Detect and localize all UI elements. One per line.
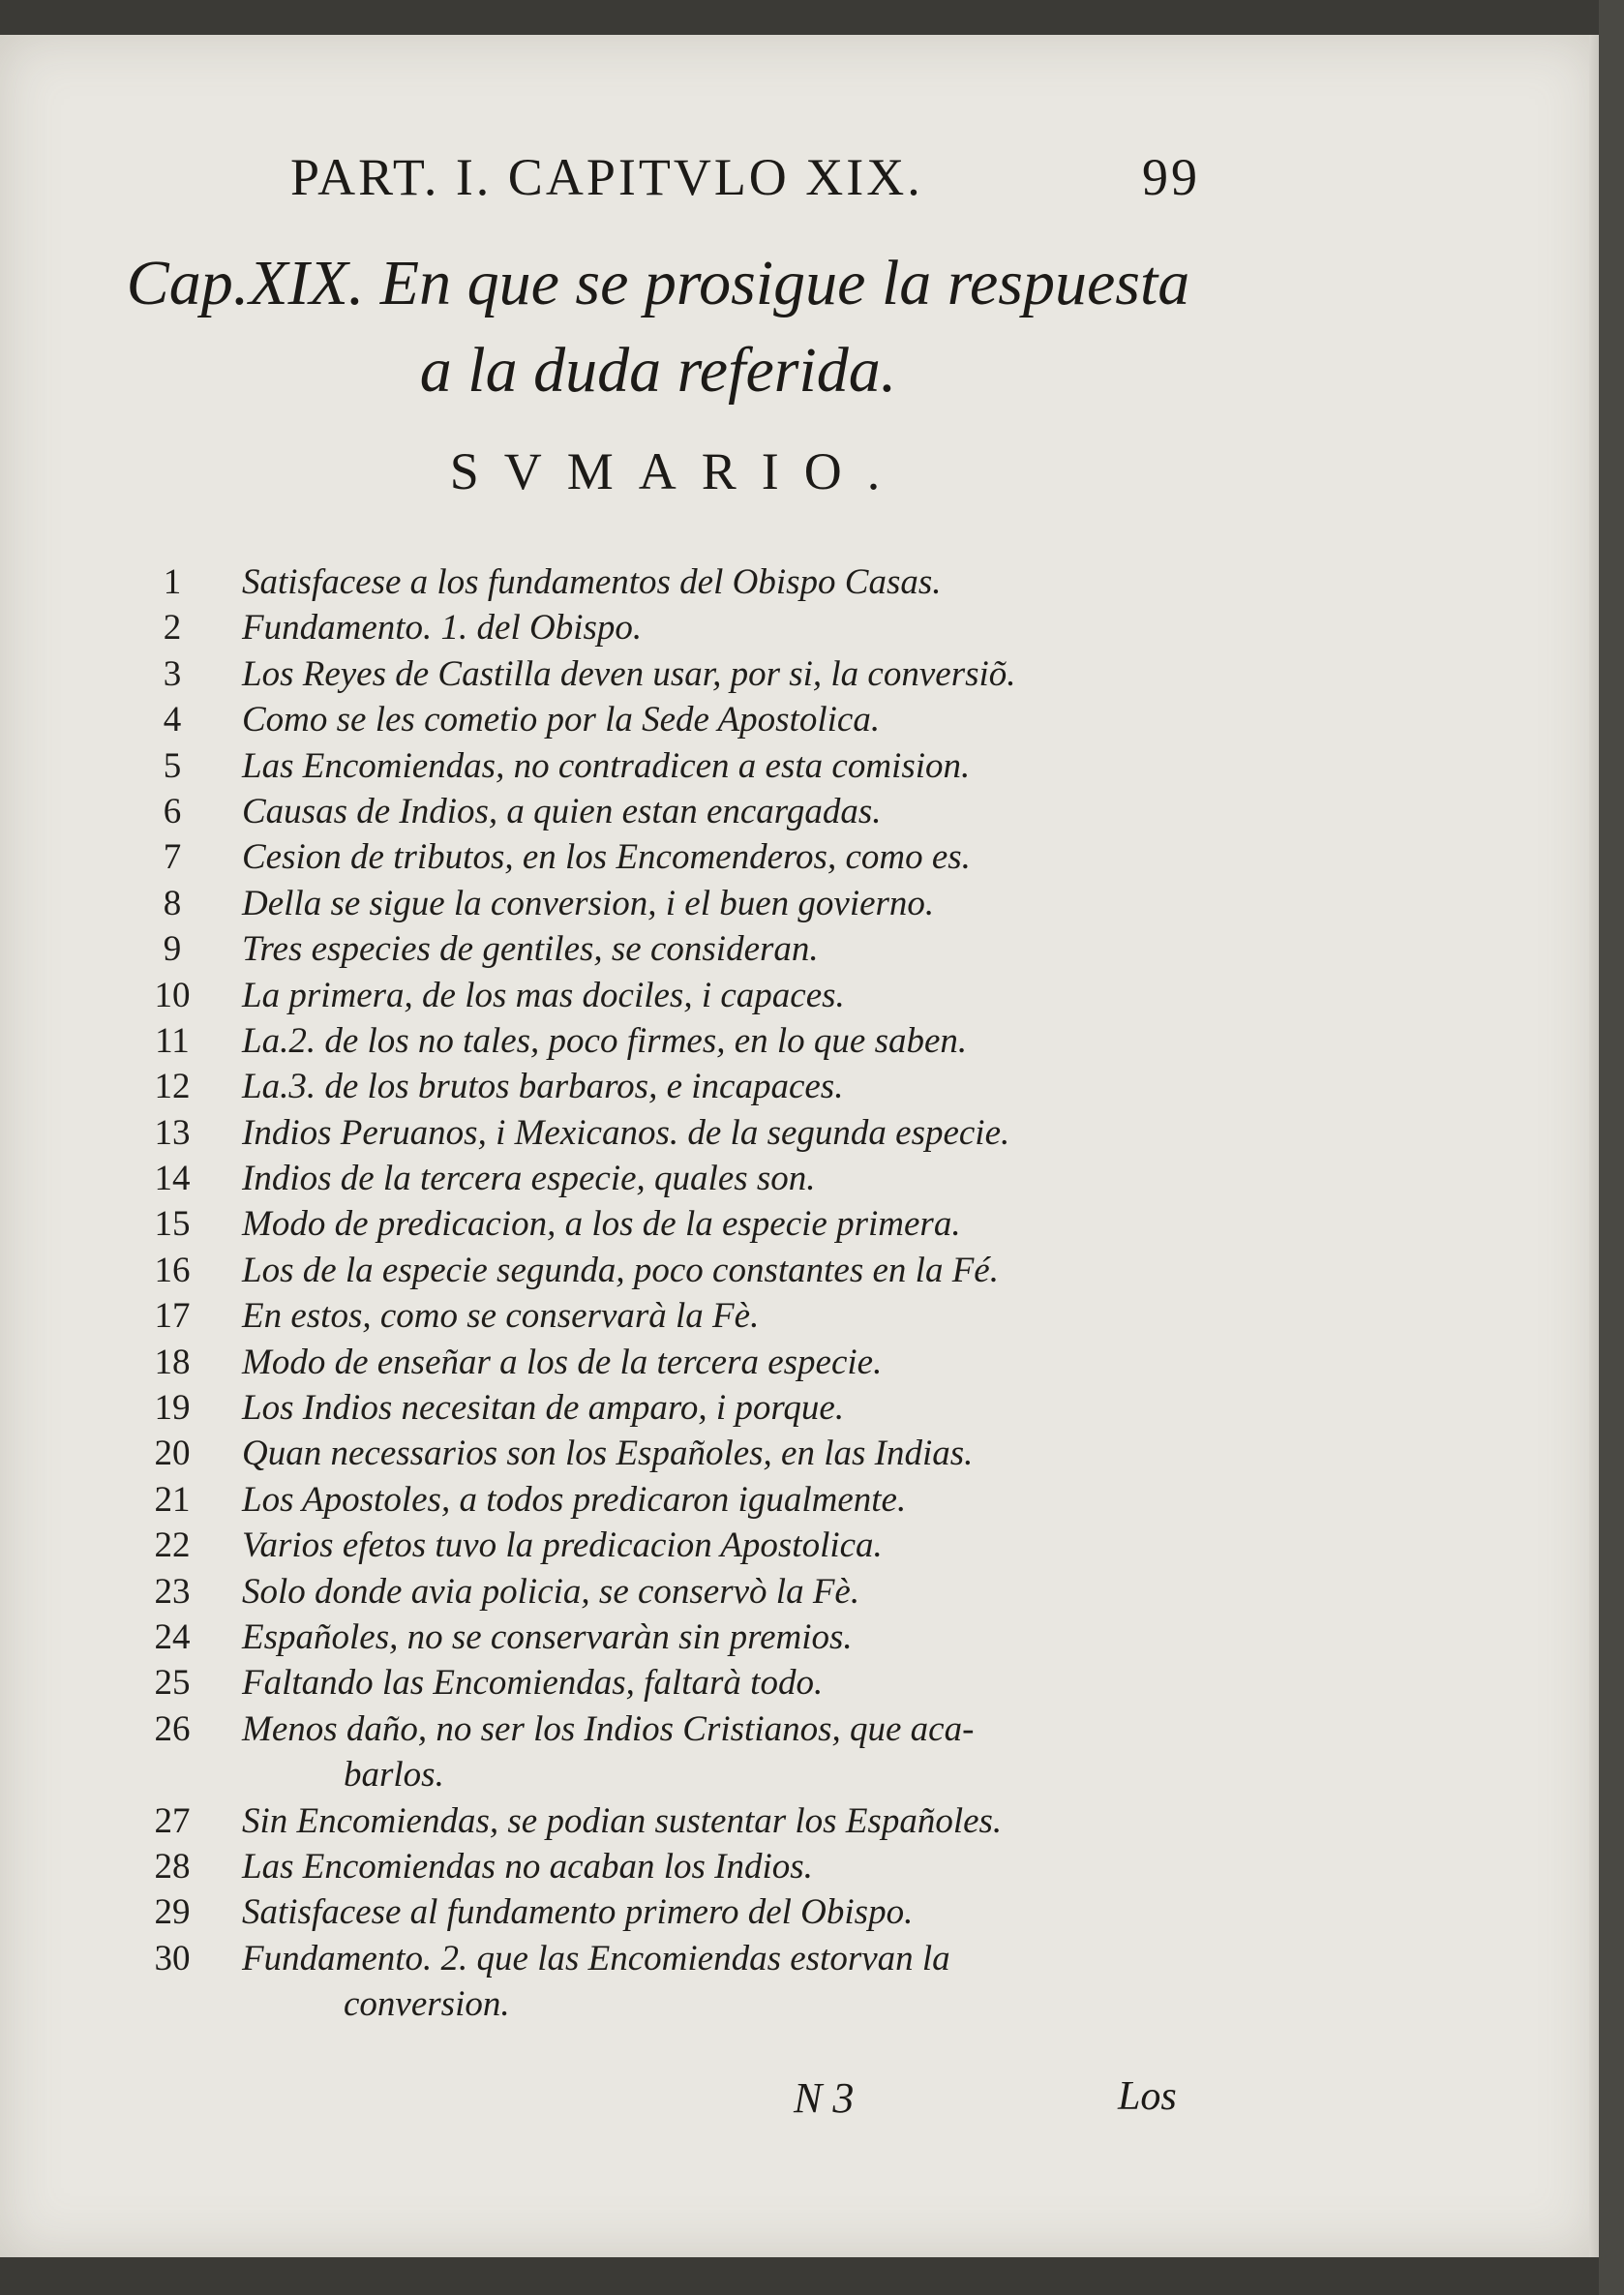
summary-entry [135,697,1219,742]
summary-entry [135,1431,1219,1476]
signature-mark: N 3 [794,2074,855,2122]
summary-entry [135,1844,1219,1889]
entry-text: Indios Peruanos, i Mexicanos. de la segunda especie. [242,1112,1010,1153]
summary-entry [135,1248,1219,1293]
entry-number: 27 [154,1800,191,1841]
entry-text: Los de la especie segunda, poco constantes en la Fé. [242,1250,999,1290]
entry-number: 7 [163,837,182,878]
summary-entry [135,1018,1219,1064]
entry-number: 25 [154,1663,191,1704]
summary-list [135,559,1219,2028]
summary-entry [135,1706,1219,1798]
summary-entry [135,1523,1219,1568]
entry-number: 10 [154,975,191,1015]
summary-entry [135,559,1219,605]
entry-number: 15 [154,1204,191,1245]
section-heading: SVMARIO. [449,442,906,500]
entry-number: 21 [154,1479,191,1520]
entry-number: 19 [154,1388,191,1429]
entry-text: Sin Encomiendas, se podian sustentar los Españoles. [242,1800,1003,1841]
summary-entry [135,926,1219,972]
entry-number: 13 [154,1112,191,1153]
entry-text: Menos daño, no ser los Indios Cristianos, que aca- [242,1708,975,1749]
entry-text: Della se sigue la conversion, i el buen govierno. [242,883,935,923]
entry-text: Causas de Indios, a quien estan encargadas. [242,791,882,831]
entry-number: 20 [154,1434,191,1474]
summary-entry [135,1110,1219,1156]
summary-entry [135,1615,1219,1660]
summary-entry [135,1660,1219,1706]
entry-number: 6 [163,791,182,831]
entry-text: Las Encomiendas no acaban los Indios. [242,1846,813,1887]
entry-text: Satisfacese al fundamento primero del Obispo. [242,1892,914,1933]
running-head-title: PART. I. CAPITVLO XIX. [290,148,923,206]
entry-text: Españoles, no se conservaràn sin premios. [242,1616,853,1657]
entry-text: Varios efetos tuvo la predicacion Apostolica. [242,1525,883,1566]
summary-entry [135,1293,1219,1339]
entry-text-continuation: conversion. [344,1984,510,2025]
entry-text: Como se les cometio por la Sede Apostolica. [242,700,881,740]
entry-number: 8 [163,883,182,923]
running-head [290,147,1200,207]
entry-text: Los Indios necesitan de amparo, i porque. [242,1388,845,1429]
summary-entry [135,1201,1219,1247]
summary-entry [135,1936,1219,2028]
entry-text: Cesion de tributos, en los Encomenderos, como es. [242,837,971,878]
entry-text: Quan necessarios son los Españoles, en las Indias. [242,1434,974,1474]
summary-entry [135,1889,1219,1935]
entry-number: 23 [154,1571,191,1612]
summary-entry [135,1064,1219,1109]
chapter-title-line-2: a la duda referida. [419,335,897,406]
entry-number: 5 [163,745,182,786]
entry-number: 14 [154,1159,191,1199]
chapter-title-line-1: Cap.XIX. En que se prosigue la respuesta [126,248,1190,318]
catchword: Los [1118,2074,1177,2119]
entry-text-continuation: barlos. [344,1755,444,1796]
entry-text: Fundamento. 1. del Obispo. [242,608,643,649]
entry-number: 28 [154,1846,191,1887]
entry-number: 22 [154,1525,191,1566]
entry-number: 1 [163,562,182,602]
entry-number: 24 [154,1616,191,1657]
entry-number: 12 [154,1067,191,1107]
chapter-title [126,240,1190,414]
entry-text: La.3. de los brutos barbaros, e incapaces. [242,1067,844,1107]
entry-text: Las Encomiendas, no contradicen a esta comision. [242,745,971,786]
entry-text: Solo donde avia policia, se conservò la Fè. [242,1571,860,1612]
summary-entry [135,651,1219,697]
entry-number: 29 [154,1892,191,1933]
summary-entry [135,1798,1219,1844]
entry-text: La.2. de los no tales, poco firmes, en lo que saben. [242,1020,968,1061]
entry-number: 3 [163,653,182,694]
entry-number: 2 [163,608,182,649]
summary-entry [135,1340,1219,1385]
summary-entry [135,1156,1219,1201]
entry-text: Satisfacese a los fundamentos del Obispo Casas. [242,562,942,602]
entry-text: En estos, como se conservarà la Fè. [242,1296,760,1337]
entry-text: Los Reyes de Castilla deven usar, por si, la conversiõ. [242,653,1016,694]
entry-text: Modo de enseñar a los de la tercera especie. [242,1342,883,1382]
entry-text: Modo de predicacion, a los de la especie primera. [242,1204,961,1245]
entry-number: 4 [163,700,182,740]
summary-entry [135,1477,1219,1523]
book-page [0,35,1599,2257]
summary-entry [135,743,1219,789]
summary-entry [135,1385,1219,1431]
entry-text: Fundamento. 2. que las Encomiendas estorvan la [242,1938,950,1978]
entry-number: 16 [154,1250,191,1290]
entry-number: 9 [163,929,182,970]
summary-entry [135,973,1219,1018]
entry-text: Los Apostoles, a todos predicaron igualmente. [242,1479,907,1520]
scan-edge [1599,0,1624,2295]
summary-entry [135,789,1219,834]
entry-number: 26 [154,1708,191,1749]
summary-entry [135,1569,1219,1615]
summary-entry [135,881,1219,926]
entry-number: 11 [155,1020,190,1061]
entry-text: Faltando las Encomiendas, faltarà todo. [242,1663,824,1704]
entry-text: Indios de la tercera especie, quales son. [242,1159,816,1199]
entry-number: 30 [154,1938,191,1978]
entry-text: La primera, de los mas dociles, i capaces. [242,975,845,1015]
entry-number: 18 [154,1342,191,1382]
page-number: 99 [1142,148,1200,206]
summary-entry [135,834,1219,880]
summary-entry [135,605,1219,650]
entry-text: Tres especies de gentiles, se consideran. [242,929,819,970]
entry-number: 17 [154,1296,191,1337]
